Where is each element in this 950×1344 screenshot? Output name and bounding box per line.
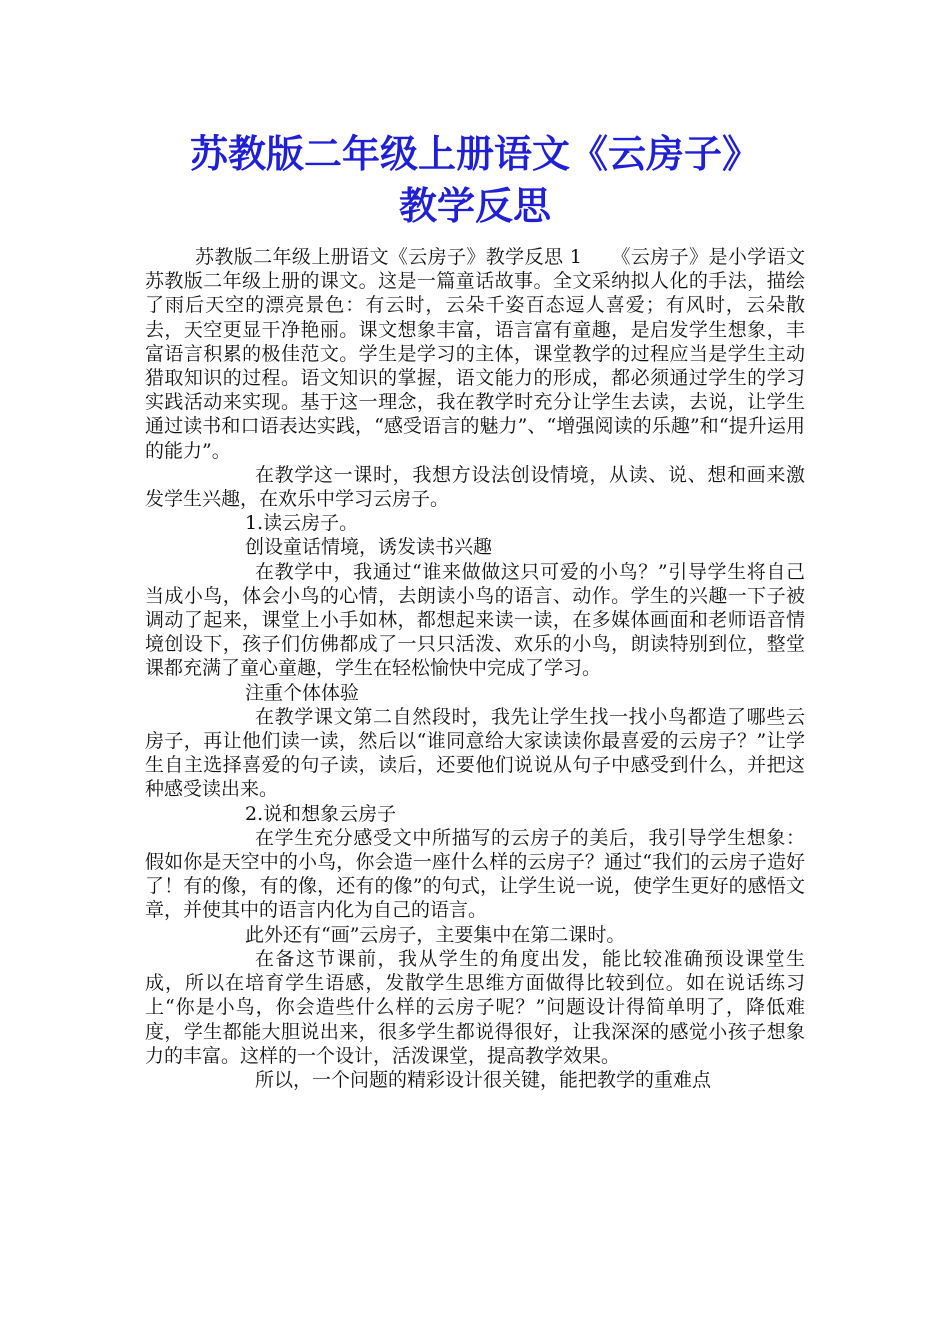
document-body [145, 245, 805, 1092]
paragraph-reading-interest: 在教学中，我通过“谁来做做这只可爱的小鸟？”引导学生将自己当成小鸟，体会小鸟的心情，去朗读小鸟的语言、动作。学生的兴趣一下子被调动了起来，课堂上小手如林，都想起来读一读，在多媒体画面和老师语音情境创设下，孩子们仿佛都成了一只只活泼、欢乐的小鸟，朗读特别到位，整堂课都充满了童心童趣，学生在轻松愉快中完成了学习。 [145, 560, 805, 680]
subheading-individual-experience: 注重个体体验 [245, 681, 360, 704]
title-line-1: 苏教版二年级上册语文《云房子》 [189, 131, 760, 176]
subheading-story-scene: 创设童话情境，诱发读书兴趣 [245, 536, 493, 559]
paragraph-lesson-approach: 在教学这一课时，我想方设法创设情境，从读、说、想和画来激发学生兴趣，在欢乐中学习云房子。 [145, 463, 805, 511]
section-heading-speak-imagine: 2.说和想象云房子 [245, 802, 397, 825]
paragraph-imagination: 在学生充分感受文中所描写的云房子的美后，我引导学生想象：假如你是天空中的小鸟，你会造一座什么样的云房子？通过“我们的云房子造好了！有的像，有的像，还有的像”的句式，让学生说一说，使学生更好的感悟文章，并使其中的语言内化为自己的语言。 [145, 826, 805, 922]
document-title [145, 128, 805, 232]
paragraph-draw: 此外还有“画”云房子，主要集中在第二课时。 [245, 923, 626, 946]
paragraph-conclusion: 所以，一个问题的精彩设计很关键，能把教学的重难点 [255, 1068, 712, 1091]
section-heading-read: 1.读云房子。 [245, 512, 359, 535]
title-line-2: 教学反思 [398, 183, 551, 228]
paragraph-second-section: 在教学课文第二自然段时，我先让学生找一找小鸟都造了哪些云房子，再让他们读一读，然后以“谁同意给大家读读你最喜爱的云房子？”让学生自主选择喜爱的句子读，读后，还要他们说说从句子中感受到什么，并把这种感受读出来。 [145, 705, 805, 801]
paragraph-preparation: 在备这节课前，我从学生的角度出发，能比较准确预设课堂生成，所以在培育学生语感，发散学生思维方面做得比较到位。如在说话练习上“你是小鸟，你会造些什么样的云房子呢？”问题设计得简单明了，降低难度，学生都能大胆说出来，很多学生都说得很好，让我深深的感觉小孩子想象力的丰富。这样的一个设计，活泼课堂，提高教学效果。 [145, 947, 805, 1067]
paragraph-intro: 苏教版二年级上册语文《云房子》教学反思 1 《云房子》是小学语文苏教版二年级上册的课文。这是一篇童话故事。全文采纳拟人化的手法，描绘了雨后天空的漂亮景色：有云时，云朵千姿百态逗人喜爱；有风时，云朵散去，天空更显干净艳丽。课文想象丰富，语言富有童趣，是启发学生想象，丰富语言积累的极佳范文。学生是学习的主体，课堂教学的过程应当是学生主动猎取知识的过程。语文知识的掌握，语文能力的形成，都必须通过学生的学习实践活动来实现。基于这一理念，我在教学时充分让学生去读，去说，让学生通过读书和口语表达实践，“感受语言的魅力”、“增强阅读的乐趣”和“提升运用的能力”。 [145, 246, 805, 462]
